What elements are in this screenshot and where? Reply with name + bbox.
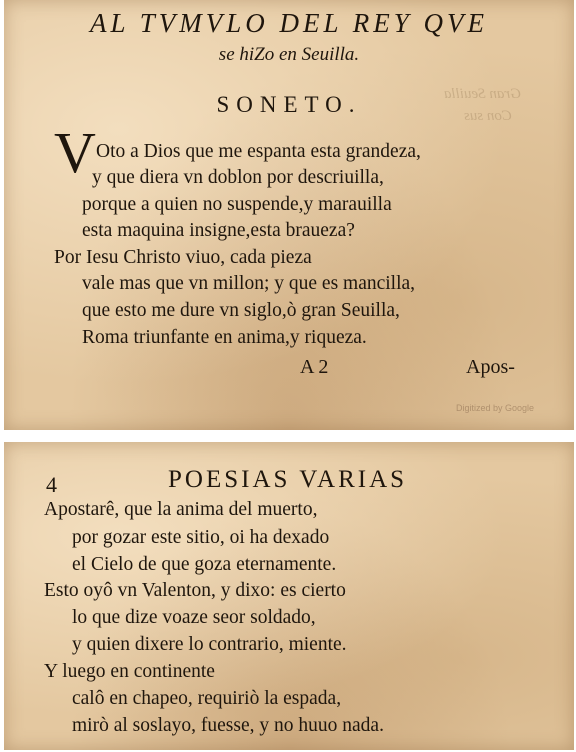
- verse-line: porque a quien no suspende,y marauilla: [82, 194, 392, 215]
- drop-cap: V: [54, 120, 96, 185]
- verse-line: lo que dize voaze seor soldado,: [72, 607, 316, 628]
- verse-line: Por Iesu Christo viuo, cada pieza: [54, 247, 312, 268]
- verse-line: mirò al soslayo, fuesse, y no huuo nada.: [72, 715, 384, 736]
- verse-line: que esto me dure vn siglo,ò gran Seuilla,: [82, 300, 400, 321]
- verse-line: por gozar este sitio, oi ha dexado: [72, 527, 330, 548]
- verse-line: Y luego en continente: [44, 661, 215, 682]
- show-through-text: Con sus: [464, 108, 512, 124]
- verse-line: Esto oyô vn Valenton, y dixo: es cierto: [44, 580, 346, 601]
- show-through-text: Gran Seuilla: [444, 86, 522, 102]
- verse-line: Oto a Dios que me espanta esta grandeza,: [96, 141, 421, 162]
- poem-subtitle: se hiZo en Seuilla.: [218, 44, 360, 65]
- page-upper: [4, 0, 574, 430]
- verse-line: el Cielo de que goza eternamente.: [72, 554, 337, 575]
- section-heading: SONETO.: [216, 92, 362, 117]
- verse-line: vale mas que vn millon; y que es mancilla,: [82, 273, 416, 294]
- verse-line: y quien dixere lo contrario, miente.: [72, 634, 347, 655]
- digitization-watermark: Digitized by Google: [456, 403, 535, 413]
- catchword: Apos-: [466, 356, 515, 378]
- verse-line: esta maquina insigne,esta braueza?: [82, 220, 355, 241]
- page-number: 4: [46, 472, 57, 497]
- verse-line: calô en chapeo, requiriò la espada,: [72, 688, 342, 709]
- verse-line: y que diera vn doblon por descriuilla,: [92, 167, 384, 188]
- page-lower: [4, 442, 574, 750]
- poem-title: AL TVMVLO DEL REY QVE: [89, 8, 489, 38]
- running-head: POESIAS VARIAS: [168, 466, 408, 493]
- verse-line: Roma triunfante en anima,y riqueza.: [82, 327, 367, 348]
- page-divider: [0, 430, 576, 442]
- signature-mark: A 2: [300, 356, 329, 378]
- verse-line: Apostarê, que la anima del muerto,: [44, 499, 318, 520]
